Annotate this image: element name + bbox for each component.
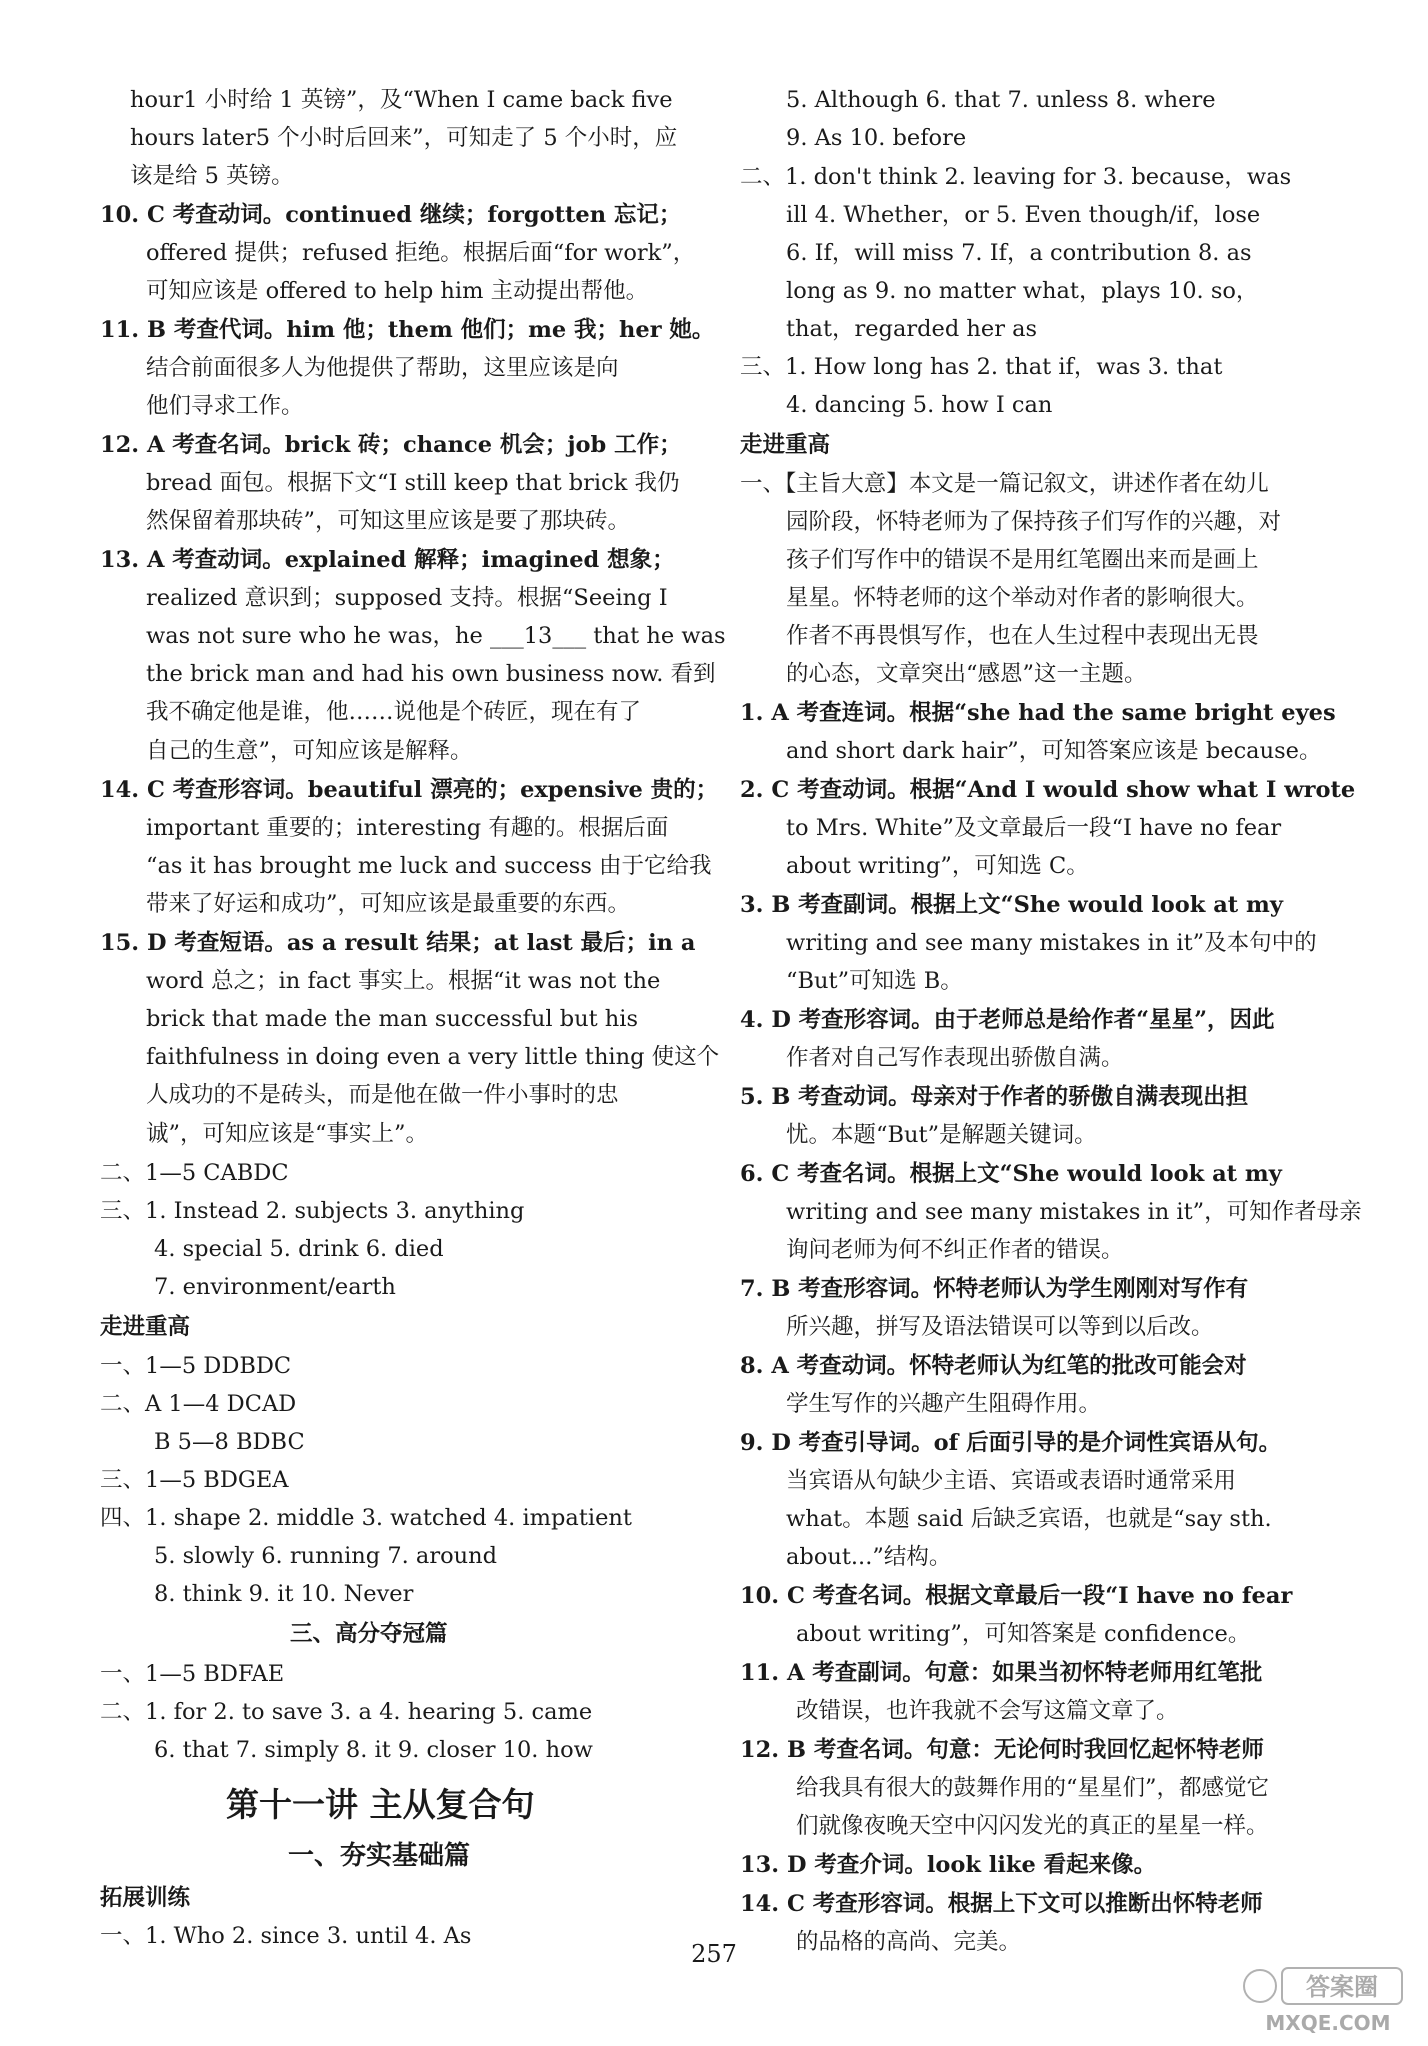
right-column-line: 作者不再畏惧写作，也在人生过程中表现出无畏 xyxy=(786,623,1259,649)
right-column-line: 所兴趣，拼写及语法错误可以等到以后改。 xyxy=(786,1314,1214,1340)
left-column-line: faithfulness in doing even a very little thing 使这个 xyxy=(146,1044,720,1070)
right-column-line: 1. A 考查连词。根据“she had the same bright eyes xyxy=(740,700,1336,726)
page-number: 257 xyxy=(691,1940,737,1968)
right-column-line: 4. dancing 5. how I can xyxy=(786,392,1053,418)
left-column-line: 三、1. Instead 2. subjects 3. anything xyxy=(100,1198,525,1224)
left-column-line: realized 意识到；supposed 支持。根据“Seeing I xyxy=(146,585,668,611)
left-column-line: 一、1—5 DDBDC xyxy=(100,1353,292,1379)
right-column-line: 园阶段，怀特老师为了保持孩子们写作的兴趣，对 xyxy=(786,509,1282,535)
right-column-line: 10. C 考查名词。根据文章最后一段“I have no fear xyxy=(740,1583,1293,1609)
left-column-line: 10. C 考查动词。continued 继续；forgotten 忘记； xyxy=(100,202,682,228)
left-column-line: word 总之；in fact 事实上。根据“it was not the xyxy=(146,968,661,994)
right-column-line: 6. If，will miss 7. If，a contribution 8. as xyxy=(786,240,1252,266)
watermark-logo xyxy=(1240,1962,1410,2040)
right-column-line: 6. C 考查名词。根据上文“She would look at my xyxy=(740,1161,1282,1187)
right-column-line: 13. D 考查介词。look like 看起来像。 xyxy=(740,1852,1157,1878)
right-column-line: 9. As 10. before xyxy=(786,125,967,151)
left-column-line: 一、夯实基础篇 xyxy=(288,1841,471,1871)
right-column-line: 作者对自己写作表现出骄傲自满。 xyxy=(786,1045,1124,1071)
right-column-line: “But”可知选 B。 xyxy=(786,968,963,994)
left-column-line: 11. B 考查代词。him 他；them 他们；me 我；her 她。 xyxy=(100,317,715,343)
right-column-line: 3. B 考查副词。根据上文“She would look at my xyxy=(740,892,1283,918)
right-column-line: 走进重高 xyxy=(740,432,831,458)
left-column-line: 三、高分夺冠篇 xyxy=(290,1621,448,1647)
right-column-line: 11. A 考查副词。句意：如果当初怀特老师用红笔批 xyxy=(740,1660,1263,1686)
left-column-line: 二、A 1—4 DCAD xyxy=(100,1391,297,1417)
left-column-line: 诚”，可知应该是“事实上”。 xyxy=(146,1121,429,1147)
left-column-line: hour1 小时给 1 英镑”，及“When I came back five xyxy=(130,87,673,113)
left-column-line: bread 面包。根据下文“I still keep that brick 我仍 xyxy=(146,470,680,496)
right-column-line: that，regarded her as xyxy=(786,316,1038,342)
left-column-line: 4. special 5. drink 6. died xyxy=(154,1236,444,1262)
right-column-line: long as 9. no matter what，plays 10. so， xyxy=(786,278,1259,304)
right-column-line: 一、【主旨大意】本文是一篇记叙文，讲述作者在幼儿 xyxy=(740,471,1269,497)
left-column-line: 5. slowly 6. running 7. around xyxy=(154,1543,498,1569)
left-column-line: 二、1—5 CABDC xyxy=(100,1160,289,1186)
left-column-line: 拓展训练 xyxy=(100,1885,191,1911)
left-column-line: 6. that 7. simply 8. it 9. closer 10. how xyxy=(154,1737,593,1763)
left-column-line: important 重要的；interesting 有趣的。根据后面 xyxy=(146,815,669,841)
right-column-line: to Mrs. White”及文章最后一段“I have no fear xyxy=(786,815,1282,841)
left-column-line: 四、1. shape 2. middle 3. watched 4. impatient xyxy=(100,1505,632,1531)
left-column-line: was not sure who he was，he ___13___ that he was xyxy=(146,623,726,649)
left-column-line: 15. D 考查短语。as a result 结果；at last 最后；in a xyxy=(100,930,696,956)
left-column-line: 12. A 考查名词。brick 砖；chance 机会；job 工作； xyxy=(100,432,682,458)
right-column-line: about...”结构。 xyxy=(786,1544,952,1570)
right-column-line: 5. B 考查动词。母亲对于作者的骄傲自满表现出担 xyxy=(740,1084,1249,1110)
left-column-line: offered 提供；refused 拒绝。根据后面“for work”， xyxy=(146,240,696,266)
right-column-line: and short dark hair”，可知答案应该是 because。 xyxy=(786,738,1322,764)
left-column-line: B 5—8 BDBC xyxy=(154,1429,305,1455)
watermark-url: MXQE.COM xyxy=(1265,2011,1391,2035)
left-column-line: 该是给 5 英镑。 xyxy=(130,163,294,189)
right-column-line: 8. A 考查动词。怀特老师认为红笔的批改可能会对 xyxy=(740,1353,1247,1379)
right-column-line: 孩子们写作中的错误不是用红笔圈出来而是画上 xyxy=(786,547,1259,573)
left-column-line: brick that made the man successful but his xyxy=(146,1006,639,1032)
left-column-line: 他们寻求工作。 xyxy=(146,393,304,419)
right-column-line: writing and see many mistakes in it”及本句中的 xyxy=(786,930,1317,956)
right-column-line: what。本题 said 后缺乏宾语，也就是“say sth. xyxy=(786,1506,1272,1532)
left-column-line: 走进重高 xyxy=(100,1314,191,1340)
left-column-line: 13. A 考查动词。explained 解释；imagined 想象； xyxy=(100,547,675,573)
right-column-line: 学生写作的兴趣产生阻碍作用。 xyxy=(786,1391,1102,1417)
watermark-ring xyxy=(1244,1970,1276,2002)
right-column-line: about writing”，可知选 C。 xyxy=(786,853,1089,879)
left-column-line: 带来了好运和成功”，可知应该是最重要的东西。 xyxy=(146,891,631,917)
left-column-line: 三、1—5 BDGEA xyxy=(100,1467,289,1493)
right-column-line: 二、1. don't think 2. leaving for 3. because，was xyxy=(740,164,1292,190)
left-column-line: 一、1—5 BDFAE xyxy=(100,1661,285,1687)
left-column-line: 人成功的不是砖头，而是他在做一件小事时的忠 xyxy=(146,1082,619,1108)
right-column-line: 当宾语从句缺少主语、宾语或表语时通常采用 xyxy=(786,1468,1237,1494)
right-column-line: 询问老师为何不纠正作者的错误。 xyxy=(786,1237,1124,1263)
right-column-line: 的品格的高尚、完美。 xyxy=(796,1929,1022,1955)
left-column-line: 我不确定他是谁，他……说他是个砖匠，现在有了 xyxy=(146,699,642,725)
left-column-line: 14. C 考查形容词。beautiful 漂亮的；expensive 贵的； xyxy=(100,777,719,803)
right-column-line: 14. C 考查形容词。根据上下文可以推断出怀特老师 xyxy=(740,1891,1263,1917)
left-column-line: 结合前面很多人为他提供了帮助，这里应该是向 xyxy=(146,355,619,381)
right-column-line: 2. C 考查动词。根据“And I would show what I wrote xyxy=(740,777,1356,803)
left-column-line: 一、1. Who 2. since 3. until 4. As xyxy=(100,1923,472,1949)
right-column-line: writing and see many mistakes in it”，可知作者母亲 xyxy=(786,1199,1362,1225)
right-column-line: 7. B 考查形容词。怀特老师认为学生刚刚对写作有 xyxy=(740,1276,1249,1302)
right-column-line: about writing”，可知答案是 confidence。 xyxy=(796,1621,1251,1647)
left-column-line: 第十一讲 主从复合句 xyxy=(226,1785,535,1824)
right-column-line: 的心态，文章突出“感恩”这一主题。 xyxy=(786,661,1147,687)
right-column-line: 9. D 考查引导词。of 后面引导的是介词性宾语从句。 xyxy=(740,1430,1282,1456)
right-column-line: 给我具有很大的鼓舞作用的“星星们”，都感觉它 xyxy=(796,1775,1270,1801)
right-column-line: 5. Although 6. that 7. unless 8. where xyxy=(786,87,1216,113)
right-column-line: 三、1. How long has 2. that if，was 3. that xyxy=(740,354,1223,380)
left-column-line: 二、1. for 2. to save 3. a 4. hearing 5. came xyxy=(100,1699,593,1725)
right-column-line: 星星。怀特老师的这个举动对作者的影响很大。 xyxy=(786,585,1259,611)
left-column-line: 7. environment/earth xyxy=(154,1274,396,1300)
right-column-line: 12. B 考查名词。句意：无论何时我回忆起怀特老师 xyxy=(740,1737,1264,1763)
right-column-line: 改错误，也许我就不会写这篇文章了。 xyxy=(796,1698,1179,1724)
right-column-line: 们就像夜晚天空中闪闪发光的真正的星星一样。 xyxy=(796,1813,1269,1839)
left-column-line: 自己的生意”，可知应该是解释。 xyxy=(146,738,473,764)
left-column-line: 8. think 9. it 10. Never xyxy=(154,1581,414,1607)
watermark-title: 答案圈 xyxy=(1306,1973,1378,2001)
left-column-line: hours later5 个小时后回来”，可知走了 5 个小时，应 xyxy=(130,125,678,151)
right-column-line: 忧。本题“But”是解题关键词。 xyxy=(786,1122,1097,1148)
right-column-line: 4. D 考查形容词。由于老师总是给作者“星星”，因此 xyxy=(740,1007,1275,1033)
left-column-line: the brick man and had his own business now. 看到 xyxy=(146,661,716,687)
right-column-line: ill 4. Whether，or 5. Even though/if，lose xyxy=(786,202,1261,228)
left-column-line: 可知应该是 offered to help him 主动提出帮他。 xyxy=(146,278,649,304)
left-column-line: “as it has brought me luck and success 由于它给我 xyxy=(146,853,712,879)
left-column-line: 然保留着那块砖”，可知这里应该是要了那块砖。 xyxy=(146,508,631,534)
